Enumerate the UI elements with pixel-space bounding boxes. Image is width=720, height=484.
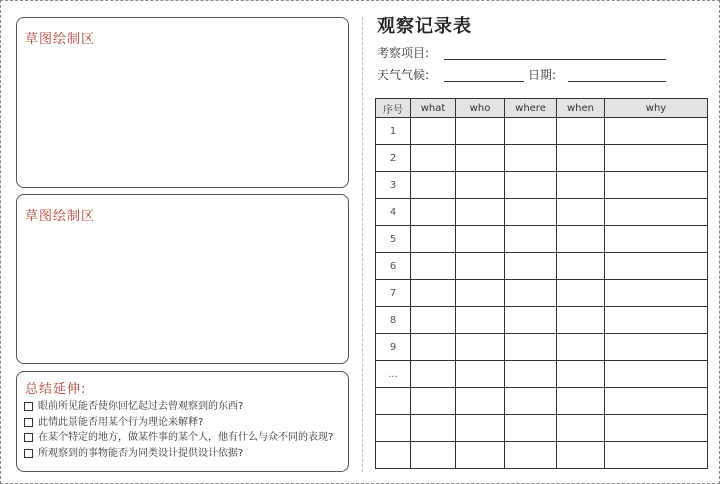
table-row [376, 253, 708, 280]
sketch-area-1-title: 草图绘制区 [25, 32, 96, 47]
table-cell[interactable] [456, 307, 505, 334]
table-cell[interactable] [456, 226, 505, 253]
table-cell[interactable] [456, 388, 505, 415]
observation-table [375, 98, 708, 469]
question-text: 所观察到的事物能否为同类设计提供设计依据? [38, 447, 244, 459]
table-cell[interactable] [505, 145, 557, 172]
checkbox-icon[interactable] [24, 418, 33, 427]
row-index: 6 [376, 253, 411, 280]
sketch-area-2[interactable] [16, 194, 349, 364]
column-header: 序号 [376, 99, 411, 118]
table-cell[interactable] [557, 226, 605, 253]
table-cell[interactable] [411, 442, 456, 469]
sketch-area-2-title: 草图绘制区 [25, 209, 96, 224]
table-cell[interactable] [411, 253, 456, 280]
table-row [376, 118, 708, 145]
table-cell[interactable] [456, 199, 505, 226]
summary-box [16, 371, 349, 472]
table-cell[interactable] [456, 361, 505, 388]
table-cell[interactable] [557, 307, 605, 334]
table-row [376, 199, 708, 226]
checkbox-icon[interactable] [24, 433, 33, 442]
table-cell[interactable] [605, 307, 708, 334]
row-index [376, 442, 411, 469]
table-cell[interactable] [505, 415, 557, 442]
row-index: 3 [376, 172, 411, 199]
table-cell[interactable] [411, 307, 456, 334]
date-label: 日期: [528, 68, 557, 82]
table-cell[interactable] [557, 199, 605, 226]
record-title: 观察记录表 [377, 16, 472, 37]
question-item [24, 399, 333, 415]
table-row [376, 145, 708, 172]
table-row [376, 307, 708, 334]
table-cell[interactable] [557, 145, 605, 172]
table-cell[interactable] [411, 280, 456, 307]
date-field[interactable] [568, 81, 666, 82]
question-text: 眼前所见能否使你回忆起过去曾观察到的东西? [38, 401, 244, 412]
question-item [24, 430, 333, 446]
table-cell[interactable] [605, 226, 708, 253]
table-row [376, 361, 708, 388]
table-cell[interactable] [456, 442, 505, 469]
row-index: 9 [376, 334, 411, 361]
row-index: 5 [376, 226, 411, 253]
table-cell[interactable] [456, 253, 505, 280]
project-field[interactable] [444, 59, 666, 60]
table-cell[interactable] [605, 199, 708, 226]
table-cell[interactable] [557, 388, 605, 415]
question-item [24, 415, 333, 431]
weather-field[interactable] [444, 81, 524, 82]
table-cell[interactable] [505, 172, 557, 199]
table-cell[interactable] [557, 280, 605, 307]
table-cell[interactable] [505, 388, 557, 415]
question-text: 在某个特定的地方，做某件事的某个人，他有什么与众不同的表现? [38, 432, 334, 443]
project-label: 考察项目: [377, 46, 430, 60]
table-cell[interactable] [557, 442, 605, 469]
table-cell[interactable] [411, 415, 456, 442]
table-cell[interactable] [456, 280, 505, 307]
row-index [376, 388, 411, 415]
table-row [376, 415, 708, 442]
table-cell[interactable] [505, 442, 557, 469]
table-cell[interactable] [505, 118, 557, 145]
table-row [376, 334, 708, 361]
table-cell[interactable] [456, 118, 505, 145]
table-cell[interactable] [505, 226, 557, 253]
center-divider [362, 17, 363, 472]
table-cell[interactable] [411, 334, 456, 361]
row-index: 4 [376, 199, 411, 226]
column-header: who [456, 99, 505, 118]
question-text: 此情此景能否用某个行为理论来解释? [38, 416, 204, 428]
checkbox-icon[interactable] [24, 402, 33, 411]
table-cell[interactable] [411, 172, 456, 199]
table-cell[interactable] [557, 172, 605, 199]
table-cell[interactable] [557, 118, 605, 145]
table-cell[interactable] [505, 334, 557, 361]
table-cell[interactable] [411, 199, 456, 226]
question-list [24, 399, 333, 461]
table-cell[interactable] [605, 388, 708, 415]
table-cell[interactable] [505, 199, 557, 226]
table-cell[interactable] [411, 361, 456, 388]
table-cell[interactable] [505, 361, 557, 388]
table-cell[interactable] [605, 415, 708, 442]
table-cell[interactable] [557, 253, 605, 280]
table-header-row [376, 99, 708, 118]
column-header: when [557, 99, 605, 118]
table-cell[interactable] [411, 388, 456, 415]
table-cell[interactable] [605, 253, 708, 280]
column-header: where [505, 99, 557, 118]
row-index: ... [376, 361, 411, 388]
table-cell[interactable] [605, 118, 708, 145]
row-index [376, 415, 411, 442]
table-row [376, 280, 708, 307]
column-header: why [605, 99, 708, 118]
row-index: 2 [376, 145, 411, 172]
table-cell[interactable] [605, 361, 708, 388]
table-cell[interactable] [456, 334, 505, 361]
table-row [376, 442, 708, 469]
table-row [376, 226, 708, 253]
table-cell[interactable] [605, 172, 708, 199]
table-cell[interactable] [557, 361, 605, 388]
table-cell[interactable] [605, 334, 708, 361]
table-cell[interactable] [557, 334, 605, 361]
row-index: 1 [376, 118, 411, 145]
table-cell[interactable] [505, 253, 557, 280]
sketch-area-1[interactable] [16, 17, 349, 188]
table-cell[interactable] [505, 280, 557, 307]
table-cell[interactable] [505, 307, 557, 334]
table-cell[interactable] [411, 145, 456, 172]
question-item [24, 446, 333, 462]
table-cell[interactable] [605, 145, 708, 172]
table-cell[interactable] [456, 172, 505, 199]
column-header: what [411, 99, 456, 118]
table-cell[interactable] [605, 280, 708, 307]
table-cell[interactable] [456, 145, 505, 172]
table-cell[interactable] [557, 415, 605, 442]
checkbox-icon[interactable] [24, 449, 33, 458]
table-cell[interactable] [605, 442, 708, 469]
table-body [376, 118, 708, 469]
table-row [376, 388, 708, 415]
row-index: 7 [376, 280, 411, 307]
weather-label: 天气气候: [377, 68, 430, 82]
table-cell[interactable] [456, 415, 505, 442]
row-index: 8 [376, 307, 411, 334]
table-row [376, 172, 708, 199]
summary-title: 总结延伸: [25, 382, 87, 397]
table-cell[interactable] [411, 118, 456, 145]
table-cell[interactable] [411, 226, 456, 253]
